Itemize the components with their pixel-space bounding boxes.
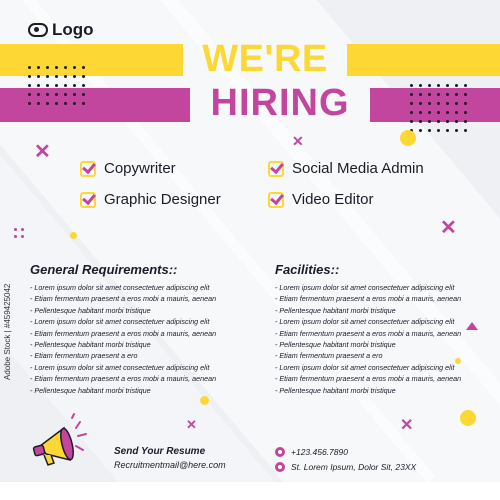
contact-block xyxy=(275,447,416,477)
job-label: Social Media Admin xyxy=(292,160,424,177)
phone-icon xyxy=(275,447,285,457)
list-item: - Lorem ipsum dolor sit amet consectetuer adipiscing elit xyxy=(30,283,210,292)
dot-pattern xyxy=(410,84,467,132)
list-item: - Etiam fermentum praesent a ero xyxy=(30,351,138,361)
job-item xyxy=(268,191,468,208)
cross-mark-icon: ✕ xyxy=(440,217,457,239)
send-resume-block xyxy=(114,446,226,470)
list-item: - Etiam fermentum praesent a eros mobi a mauris, aenean xyxy=(275,294,462,304)
list-item: - Etiam fermentum praesent a eros mobi a mauris, aenean xyxy=(275,374,462,384)
cross-mark-icon: ✕ xyxy=(400,417,414,434)
job-label: Graphic Designer xyxy=(104,191,221,208)
checkbox-check-icon xyxy=(268,192,284,208)
logo-text: Logo xyxy=(52,20,94,39)
job-item xyxy=(268,160,468,177)
headline-line1: WE'RE xyxy=(202,38,328,80)
list-item: - Pellentesque habitant morbi tristique xyxy=(30,305,151,315)
phone-number[interactable]: +123.456.7890 xyxy=(291,447,348,457)
list-item: - Pellentesque habitant morbi tristique xyxy=(275,305,396,315)
dot-pattern xyxy=(14,228,24,238)
headline-line2: HIRING xyxy=(210,82,350,124)
list-item: - Lorem ipsum dolor sit amet consectetuer adipiscing elit xyxy=(30,317,210,327)
facilities-section xyxy=(275,262,495,396)
checkbox-check-icon xyxy=(80,161,96,177)
list-item: - Etiam fermentum praesent a eros mobi a mauris, aenean xyxy=(30,328,217,338)
brand-logo xyxy=(28,20,94,40)
list-item: - Pellentesque habitant morbi tristique xyxy=(30,340,151,350)
list-item: - Pellentesque habitant morbi tristique xyxy=(275,385,396,395)
address-row xyxy=(275,462,416,472)
yellow-band-right xyxy=(347,44,500,76)
list-item: - Etiam fermentum praesent a eros mobi a mauris, aenean xyxy=(30,294,217,304)
yellow-dot xyxy=(460,410,476,426)
megaphone-icon xyxy=(30,408,90,468)
job-list xyxy=(80,160,480,208)
cross-mark-icon: ✕ xyxy=(186,417,197,432)
job-item xyxy=(80,191,268,208)
yellow-dot xyxy=(400,130,416,146)
yellow-dot xyxy=(200,396,209,405)
facilities-title: Facilities:: xyxy=(275,262,340,277)
yellow-dot xyxy=(70,232,77,239)
logo-mark-icon xyxy=(28,23,48,37)
job-label: Copywriter xyxy=(104,160,176,177)
facilities-list xyxy=(275,282,495,396)
cross-mark-icon: ✕ xyxy=(34,141,51,163)
phone-row xyxy=(275,447,416,457)
list-item: - Lorem ipsum dolor sit amet consectetuer adipiscing elit xyxy=(275,317,455,327)
requirements-section xyxy=(30,262,250,396)
list-item: - Pellentesque habitant morbi tristique xyxy=(30,385,151,395)
list-item: - Lorem ipsum dolor sit amet consectetuer adipiscing elit xyxy=(275,283,455,292)
job-item xyxy=(80,160,268,177)
list-item: - Etiam fermentum praesent a eros mobi a mauris, aenean xyxy=(30,374,217,384)
location-icon xyxy=(275,462,285,472)
list-item: - Etiam fermentum praesent a ero xyxy=(275,351,383,361)
list-item: - Etiam fermentum praesent a eros mobi a mauris, aenean xyxy=(275,328,462,338)
job-label: Video Editor xyxy=(292,191,374,208)
list-item: - Pellentesque habitant morbi tristique xyxy=(275,340,396,350)
stock-watermark: Adobe Stock | #459425042 xyxy=(3,283,12,380)
stock-footer-strip xyxy=(0,482,500,500)
list-item: - Lorem ipsum dolor sit amet consectetuer adipiscing elit xyxy=(30,362,210,372)
checkbox-check-icon xyxy=(268,161,284,177)
cross-mark-icon: ✕ xyxy=(292,133,304,149)
requirements-list xyxy=(30,282,250,396)
address-text: St. Lorem Ipsum, Dolor Sit, 23XX xyxy=(291,462,417,472)
requirements-title: General Requirements:: xyxy=(30,262,178,277)
recruitment-email[interactable]: Recruitmentmail@here.com xyxy=(114,460,226,470)
checkbox-check-icon xyxy=(80,192,96,208)
send-resume-title: Send Your Resume xyxy=(114,446,206,457)
dot-pattern xyxy=(28,66,85,105)
list-item: - Lorem ipsum dolor sit amet consectetuer adipiscing elit xyxy=(275,362,455,372)
